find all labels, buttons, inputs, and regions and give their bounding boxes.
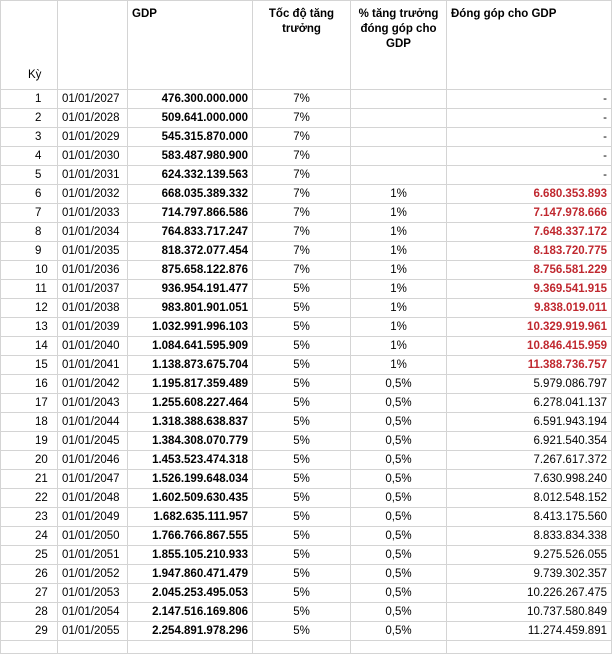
date-cell[interactable]: 01/01/2030 — [58, 147, 128, 166]
contribution-cell[interactable]: - — [447, 166, 612, 185]
growth-rate-cell[interactable]: 5% — [253, 527, 351, 546]
gdp-value-cell[interactable]: 983.801.901.051 — [128, 299, 253, 318]
contribution-cell[interactable]: 8.413.175.560 — [447, 508, 612, 527]
table-row — [1, 641, 612, 654]
growth-share-cell[interactable] — [351, 166, 447, 185]
date-cell[interactable]: 01/01/2035 — [58, 242, 128, 261]
gdp-value-cell[interactable]: 818.372.077.454 — [128, 242, 253, 261]
header-cell-empty-a[interactable] — [1, 1, 58, 61]
growth-rate-cell[interactable]: 7% — [253, 185, 351, 204]
contribution-cell[interactable]: 6.921.540.354 — [447, 432, 612, 451]
period-number-cell[interactable]: 5 — [1, 166, 58, 185]
contribution-cell[interactable]: 9.838.019.011 — [447, 299, 612, 318]
period-number-cell[interactable]: 15 — [1, 356, 58, 375]
period-number-cell[interactable]: 16 — [1, 375, 58, 394]
contribution-cell[interactable]: 10.737.580.849 — [447, 603, 612, 622]
growth-rate-cell[interactable]: 5% — [253, 356, 351, 375]
date-cell[interactable]: 01/01/2034 — [58, 223, 128, 242]
date-cell[interactable]: 01/01/2032 — [58, 185, 128, 204]
period-number-cell[interactable]: 21 — [1, 470, 58, 489]
growth-rate-cell[interactable]: 5% — [253, 584, 351, 603]
growth-rate-cell[interactable]: 5% — [253, 337, 351, 356]
growth-rate-cell[interactable]: 7% — [253, 223, 351, 242]
gdp-value-cell[interactable]: 2.045.253.495.053 — [128, 584, 253, 603]
growth-rate-cell[interactable]: 5% — [253, 413, 351, 432]
empty-cell[interactable] — [447, 641, 612, 654]
date-cell[interactable]: 01/01/2043 — [58, 394, 128, 413]
gdp-value-cell[interactable]: 1.384.308.070.779 — [128, 432, 253, 451]
period-number-cell[interactable]: 22 — [1, 489, 58, 508]
table-row — [1, 261, 612, 280]
table-row — [1, 223, 612, 242]
growth-rate-cell[interactable]: 7% — [253, 242, 351, 261]
table-row — [1, 204, 612, 223]
empty-cell[interactable] — [253, 641, 351, 654]
growth-rate-cell[interactable]: 5% — [253, 432, 351, 451]
header-row-period — [1, 60, 612, 90]
growth-rate-cell[interactable]: 5% — [253, 318, 351, 337]
gdp-value-cell[interactable]: 936.954.191.477 — [128, 280, 253, 299]
table-row — [1, 470, 612, 489]
gdp-value-cell[interactable]: 1.453.523.474.318 — [128, 451, 253, 470]
table-row — [1, 603, 612, 622]
gdp-value-cell[interactable]: 509.641.000.000 — [128, 109, 253, 128]
table-row — [1, 584, 612, 603]
growth-share-cell[interactable]: 1% — [351, 337, 447, 356]
table-row — [1, 318, 612, 337]
date-cell[interactable]: 01/01/2031 — [58, 166, 128, 185]
growth-share-cell[interactable]: 1% — [351, 280, 447, 299]
period-number-cell[interactable]: 3 — [1, 128, 58, 147]
table-body — [1, 1, 612, 654]
contribution-cell[interactable]: 6.278.041.137 — [447, 394, 612, 413]
table-row — [1, 299, 612, 318]
contribution-cell[interactable]: 11.388.736.757 — [447, 356, 612, 375]
empty-cell[interactable] — [128, 641, 253, 654]
date-cell[interactable]: 01/01/2040 — [58, 337, 128, 356]
growth-share-cell[interactable]: 1% — [351, 223, 447, 242]
date-cell[interactable]: 01/01/2052 — [58, 565, 128, 584]
growth-share-cell[interactable]: 1% — [351, 318, 447, 337]
contribution-cell[interactable]: - — [447, 128, 612, 147]
period-number-cell[interactable]: 6 — [1, 185, 58, 204]
period-number-cell[interactable]: 12 — [1, 299, 58, 318]
growth-rate-cell[interactable]: 5% — [253, 394, 351, 413]
growth-share-cell[interactable]: 0,5% — [351, 451, 447, 470]
gdp-value-cell[interactable]: 1.682.635.111.957 — [128, 508, 253, 527]
period-number-cell[interactable]: 10 — [1, 261, 58, 280]
period-number-cell[interactable]: 29 — [1, 622, 58, 641]
growth-share-cell[interactable]: 0,5% — [351, 394, 447, 413]
header-cell-empty-g[interactable] — [447, 60, 612, 90]
growth-share-cell[interactable] — [351, 128, 447, 147]
period-number-cell[interactable]: 28 — [1, 603, 58, 622]
header-cell-empty-c[interactable] — [58, 60, 128, 90]
gdp-value-cell[interactable]: 764.833.717.247 — [128, 223, 253, 242]
contribution-cell[interactable]: 10.226.267.475 — [447, 584, 612, 603]
growth-share-cell[interactable]: 1% — [351, 185, 447, 204]
growth-share-cell[interactable]: 1% — [351, 242, 447, 261]
gdp-value-cell[interactable]: 1.855.105.210.933 — [128, 546, 253, 565]
contribution-cell[interactable]: 10.329.919.961 — [447, 318, 612, 337]
growth-share-cell[interactable]: 0,5% — [351, 432, 447, 451]
date-cell[interactable]: 01/01/2036 — [58, 261, 128, 280]
period-number-cell[interactable]: 14 — [1, 337, 58, 356]
table-row — [1, 432, 612, 451]
growth-rate-cell[interactable]: 7% — [253, 261, 351, 280]
contribution-cell[interactable]: 5.979.086.797 — [447, 375, 612, 394]
date-cell[interactable]: 01/01/2048 — [58, 489, 128, 508]
period-number-cell[interactable]: 4 — [1, 147, 58, 166]
table-row — [1, 622, 612, 641]
contribution-cell[interactable]: 8.012.548.152 — [447, 489, 612, 508]
growth-rate-cell[interactable]: 5% — [253, 622, 351, 641]
growth-rate-cell[interactable]: 7% — [253, 147, 351, 166]
growth-rate-cell[interactable]: 7% — [253, 204, 351, 223]
date-cell[interactable]: 01/01/2051 — [58, 546, 128, 565]
period-number-cell[interactable]: 18 — [1, 413, 58, 432]
gdp-value-cell[interactable]: 583.487.980.900 — [128, 147, 253, 166]
date-cell[interactable]: 01/01/2055 — [58, 622, 128, 641]
gdp-value-cell[interactable]: 875.658.122.876 — [128, 261, 253, 280]
date-cell[interactable]: 01/01/2050 — [58, 527, 128, 546]
gdp-value-cell[interactable]: 1.318.388.638.837 — [128, 413, 253, 432]
period-number-cell[interactable]: 19 — [1, 432, 58, 451]
growth-rate-cell[interactable]: 7% — [253, 166, 351, 185]
growth-share-cell[interactable]: 0,5% — [351, 470, 447, 489]
period-number-cell[interactable]: 8 — [1, 223, 58, 242]
gdp-value-cell[interactable]: 545.315.870.000 — [128, 128, 253, 147]
growth-share-cell[interactable]: 0,5% — [351, 565, 447, 584]
table-row — [1, 356, 612, 375]
growth-share-cell[interactable]: 1% — [351, 299, 447, 318]
period-number-cell[interactable]: 26 — [1, 565, 58, 584]
gdp-value-cell[interactable]: 624.332.139.563 — [128, 166, 253, 185]
gdp-value-cell[interactable]: 476.300.000.000 — [128, 90, 253, 109]
gdp-value-cell[interactable]: 2.147.516.169.806 — [128, 603, 253, 622]
date-cell[interactable]: 01/01/2054 — [58, 603, 128, 622]
gdp-value-cell[interactable]: 1.032.991.996.103 — [128, 318, 253, 337]
growth-share-cell[interactable]: 0,5% — [351, 603, 447, 622]
growth-share-cell[interactable] — [351, 109, 447, 128]
growth-share-cell[interactable]: 0,5% — [351, 546, 447, 565]
period-number-cell[interactable]: 23 — [1, 508, 58, 527]
contribution-cell[interactable]: 7.648.337.172 — [447, 223, 612, 242]
growth-rate-cell[interactable]: 7% — [253, 90, 351, 109]
gdp-value-cell[interactable]: 714.797.866.586 — [128, 204, 253, 223]
contribution-cell[interactable]: 6.680.353.893 — [447, 185, 612, 204]
gdp-value-cell[interactable]: 1.138.873.675.704 — [128, 356, 253, 375]
header-row — [1, 1, 612, 61]
gdp-value-cell[interactable]: 2.254.891.978.296 — [128, 622, 253, 641]
contribution-cell[interactable]: 9.369.541.915 — [447, 280, 612, 299]
table-row — [1, 185, 612, 204]
table-row — [1, 565, 612, 584]
growth-share-cell[interactable]: 0,5% — [351, 375, 447, 394]
table-row — [1, 527, 612, 546]
date-cell[interactable]: 01/01/2042 — [58, 375, 128, 394]
contribution-cell[interactable]: 8.756.581.229 — [447, 261, 612, 280]
table-row — [1, 413, 612, 432]
period-number-cell[interactable]: 13 — [1, 318, 58, 337]
table-row — [1, 451, 612, 470]
table-row — [1, 337, 612, 356]
contribution-cell[interactable]: - — [447, 90, 612, 109]
date-cell[interactable]: 01/01/2049 — [58, 508, 128, 527]
header-cell-empty-d[interactable] — [128, 60, 253, 90]
table-row — [1, 280, 612, 299]
table-row — [1, 375, 612, 394]
growth-share-cell[interactable]: 0,5% — [351, 584, 447, 603]
gdp-value-cell[interactable]: 1.947.860.471.479 — [128, 565, 253, 584]
contribution-cell[interactable]: - — [447, 109, 612, 128]
table-row — [1, 394, 612, 413]
date-cell[interactable]: 01/01/2033 — [58, 204, 128, 223]
gdp-value-cell[interactable]: 1.195.817.359.489 — [128, 375, 253, 394]
date-cell[interactable]: 01/01/2029 — [58, 128, 128, 147]
growth-share-cell[interactable]: 0,5% — [351, 527, 447, 546]
growth-rate-cell[interactable]: 5% — [253, 565, 351, 584]
contribution-cell[interactable]: 7.147.978.666 — [447, 204, 612, 223]
growth-share-cell[interactable] — [351, 90, 447, 109]
growth-rate-cell[interactable]: 5% — [253, 299, 351, 318]
period-number-cell[interactable]: 2 — [1, 109, 58, 128]
period-number-cell[interactable]: 27 — [1, 584, 58, 603]
date-cell[interactable]: 01/01/2027 — [58, 90, 128, 109]
period-number-cell[interactable]: 20 — [1, 451, 58, 470]
growth-share-cell[interactable]: 1% — [351, 261, 447, 280]
table-row — [1, 489, 612, 508]
date-cell[interactable]: 01/01/2028 — [58, 109, 128, 128]
growth-share-cell[interactable]: 0,5% — [351, 622, 447, 641]
growth-share-cell[interactable]: 0,5% — [351, 508, 447, 527]
growth-share-cell[interactable]: 0,5% — [351, 413, 447, 432]
date-cell[interactable]: 01/01/2039 — [58, 318, 128, 337]
contribution-cell[interactable]: - — [447, 147, 612, 166]
date-cell[interactable]: 01/01/2047 — [58, 470, 128, 489]
gdp-value-cell[interactable]: 1.526.199.648.034 — [128, 470, 253, 489]
contribution-cell[interactable]: 7.630.998.240 — [447, 470, 612, 489]
gdp-value-cell[interactable]: 668.035.389.332 — [128, 185, 253, 204]
growth-rate-cell[interactable]: 5% — [253, 280, 351, 299]
date-cell[interactable]: 01/01/2041 — [58, 356, 128, 375]
header-growth-share[interactable]: % tăng trưởng đóng góp cho GDP — [351, 1, 447, 61]
contribution-cell[interactable]: 7.267.617.372 — [447, 451, 612, 470]
table-row — [1, 166, 612, 185]
header-growth-rate[interactable]: Tốc độ tăng trưởng — [253, 1, 351, 61]
period-number-cell[interactable]: 11 — [1, 280, 58, 299]
header-cell-empty-b[interactable] — [58, 1, 128, 61]
table-row — [1, 128, 612, 147]
contribution-cell[interactable]: 6.591.943.194 — [447, 413, 612, 432]
contribution-cell[interactable]: 11.274.459.891 — [447, 622, 612, 641]
table-row — [1, 546, 612, 565]
contribution-cell[interactable]: 8.183.720.775 — [447, 242, 612, 261]
table-row — [1, 109, 612, 128]
empty-cell[interactable] — [351, 641, 447, 654]
date-cell[interactable]: 01/01/2038 — [58, 299, 128, 318]
header-gdp[interactable]: GDP — [128, 1, 253, 61]
growth-rate-cell[interactable]: 5% — [253, 375, 351, 394]
growth-rate-cell[interactable]: 5% — [253, 489, 351, 508]
empty-cell[interactable] — [58, 641, 128, 654]
growth-share-cell[interactable]: 0,5% — [351, 489, 447, 508]
contribution-cell[interactable]: 8.833.834.338 — [447, 527, 612, 546]
period-number-cell[interactable]: 7 — [1, 204, 58, 223]
header-contribution[interactable]: Đóng góp cho GDP — [447, 1, 612, 61]
gdp-value-cell[interactable]: 1.602.509.630.435 — [128, 489, 253, 508]
period-number-cell[interactable]: 9 — [1, 242, 58, 261]
growth-rate-cell[interactable]: 5% — [253, 508, 351, 527]
table-row — [1, 508, 612, 527]
gdp-value-cell[interactable]: 1.766.766.867.555 — [128, 527, 253, 546]
header-cell-empty-e[interactable] — [253, 60, 351, 90]
table-row — [1, 147, 612, 166]
header-cell-empty-f[interactable] — [351, 60, 447, 90]
date-cell[interactable]: 01/01/2044 — [58, 413, 128, 432]
growth-share-cell[interactable]: 1% — [351, 356, 447, 375]
growth-rate-cell[interactable]: 7% — [253, 109, 351, 128]
growth-rate-cell[interactable]: 5% — [253, 470, 351, 489]
growth-share-cell[interactable] — [351, 147, 447, 166]
header-period[interactable]: Kỳ — [1, 60, 58, 90]
period-number-cell[interactable]: 25 — [1, 546, 58, 565]
empty-cell[interactable] — [1, 641, 58, 654]
growth-rate-cell[interactable]: 5% — [253, 451, 351, 470]
gdp-value-cell[interactable]: 1.255.608.227.464 — [128, 394, 253, 413]
growth-rate-cell[interactable]: 5% — [253, 546, 351, 565]
growth-share-cell[interactable]: 1% — [351, 204, 447, 223]
contribution-cell[interactable]: 9.275.526.055 — [447, 546, 612, 565]
growth-rate-cell[interactable]: 7% — [253, 128, 351, 147]
table-row — [1, 242, 612, 261]
date-cell[interactable]: 01/01/2046 — [58, 451, 128, 470]
date-cell[interactable]: 01/01/2037 — [58, 280, 128, 299]
growth-rate-cell[interactable]: 5% — [253, 603, 351, 622]
table-row — [1, 90, 612, 109]
date-cell[interactable]: 01/01/2045 — [58, 432, 128, 451]
gdp-value-cell[interactable]: 1.084.641.595.909 — [128, 337, 253, 356]
period-number-cell[interactable]: 1 — [1, 90, 58, 109]
date-cell[interactable]: 01/01/2053 — [58, 584, 128, 603]
contribution-cell[interactable]: 10.846.415.959 — [447, 337, 612, 356]
period-number-cell[interactable]: 17 — [1, 394, 58, 413]
contribution-cell[interactable]: 9.739.302.357 — [447, 565, 612, 584]
period-number-cell[interactable]: 24 — [1, 527, 58, 546]
